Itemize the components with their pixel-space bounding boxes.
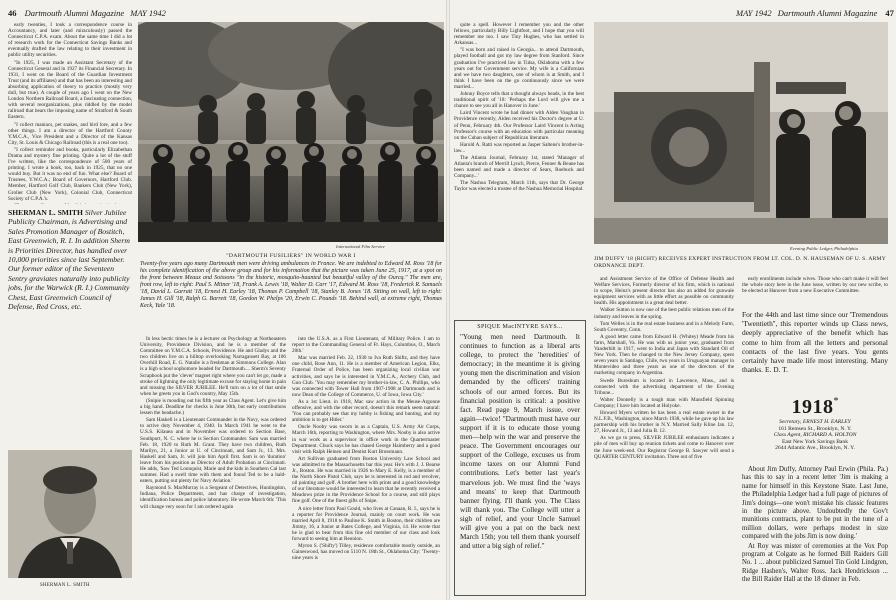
paragraph: In less hectic times he is a lecturer on Psychology at Northeastern University, Providence Division, and he is a member of the Committee on Y.M.C.A. Schools, Providence. He and Gladys and the two children live on a hilltop overlooking Narragansett Bay, at 106 Overhill Road, E. G. Natalie is a freshman at Simmons College. Alan is a high school sophomore headed for Dartmouth.... Sherm's Seventy Scrapbook put the 'clever' magnet right where you can't let go, made a stroke of lightning the only legitimate excuse for staying home in pain and missing the SILVER JUBILEE. He'll turn on a lot of that smile when he greets you in God's country, May 15th. bbox=[140, 336, 286, 397]
left-magazine-name: Dartmouth Alumni Magazine bbox=[24, 8, 125, 18]
right-issue-date: MAY 1942 bbox=[736, 8, 772, 18]
paragraph: Laird Vincent wrote he had dinner with Alden Vaughan in Providence recently, Alden received his Doctor's degree at U. of Penn, February 4th. Our Professor Laird Vincent is Acting Professor's course with an education with particular meaning on the Cuban subject of Republican literature. bbox=[454, 110, 584, 141]
class-secretary: Secretary, ERNEST H. EARLEY bbox=[779, 419, 851, 425]
sherman-text: Silver Jubilee Publicity Chairman, is Advertising and Sales Promotion Manager of Bostitch, East Greenwich, R. I. In addition Sherm is Priorities Director, has handled over 10,000 priorities since last September. Our former editor of the Seventeen Sentry graviates naturally into publicity jobs, for the Warwick (R. I.) Community Chest, East Greenwich Council of Defense, Red Cross, etc. bbox=[8, 208, 130, 312]
paragraph: Mac was married Feb. 22, 1930 to Iva Ruth Shiftz, and they have one child, Rose Ann, 11. He is a member of American Legion, Elks, Fraternal Order of Police, has been organizing local civilian war activities, and says he is interested in Y.M.C.A., Archery Club, and Gun Club. 'You may remember my brother-in-law, C. A. Phillips, who was connected with Tower Hall from 1907-1908 at Dartmouth and is now Dean of the College of Commerce, U. of Iowa, Iowa City.' bbox=[292, 355, 440, 398]
left-page-number: 46 bbox=[8, 8, 17, 18]
right-page-header bbox=[736, 8, 894, 18]
paragraph: "I was born and raised in Georgia... to attend Dartmouth, played football and got my law degree from Stanford. Since graduation I've practiced law in Tulsa, Oklahoma with a few years out for Government service. My wife is a Californian and we have two daughters, one of whom is at Smith, and I think I have been on the go continuously since we were married... bbox=[454, 47, 584, 90]
paragraph: Johnny Boyce tells that a thought always heads, in the best traditional spirit of '18: 'Perhaps the Lord will give me a chance to see you all in Hanover in June.' bbox=[454, 91, 584, 110]
spique-text: "Young men need Dartmouth. It continues to function as a liberal arts college, to protect the 'heredities' of democracy; in the meantime it is giving young men the discrimination and vision demanded by the officers' training schools of our armed forces. But its financial position is critical: a positive fact. Read page 9, March issue, over again—twice! "Dartmouth must have our support if it is to educate those young men—help win the war and preserve the peace. The Government encourages our support of the College, excuses us from income taxes on our Alumni Fund contributions. Let's better last year's marvelous job. We must find the 'ways and means' to keep that Dartmouth banner flying. I'll thank you. The Class will thank you. The College will utter a sigh of relief, and your Uncle Samuel will give you a pat on the back next March 15th; you tell them thank yourself and utter a big sigh of relief." bbox=[460, 333, 580, 551]
caption-body: Twenty-five years ago many Dartmouth men were driving ambulances in France. We are indebted to Edward M. Ross '18 for his complete identification of the above group and for his information that the picture was taken June 25, 1917, at a spot on the front between Meaux and Soissons "in the historic, mosquito-haunted but beautiful valley of the Ourcq." The men are, front row, left to right: Paul S. Mitner '18, Frank A. Lewis '18, Walter D. Carr '17, Edward M. Ross '18, Frederick R. Samuels '18, David L. Garratt '18, Ernest H. Earley '18, Thomas P. Campbell '18, Stanley B. Jones '18. Sitting on wall, left to right: James H. Gill '18, Ralph G. Barrett '18, Gordon W. Phelps '20, Erwin C. Pounds '18. Behind wall, at extreme right, Thomas Keck, Yale '18. bbox=[140, 261, 442, 309]
paragraph: Howard Myers written he has been a real estate owner in the N.L.F.B., Washington, since March 1938, while he gave up his law partnership with his brother in N.Y. Married Sally Kline Jan. 12, 27, Howard Jr., 13 and Julia B. 12. bbox=[594, 409, 734, 435]
paragraph: As a 1st Lieut. in 1918, Mac saw action in the Meuse-Argonne offensive, and with the other record, doesn't this remark seem natural: 'You can probably see that my hobby is fishing and hunting, and my ambition is to get Hitler.' bbox=[292, 398, 440, 424]
class-agent: Class Agent, RICHARD A. HOLTON bbox=[773, 432, 857, 439]
ambulance-group-photo bbox=[138, 22, 444, 242]
paragraph: A good letter came from Edward H. (Whitey) Meade from his farm, Marshall, Va. He was with us junior year, graduated from Vanderbilt in 1917, went to India and Japan with Standard Oil of New York. Then he changed to the New Jersey Company, spent seven years in Santiago, Chile, two years in Uruguayan manager in Montevideo and three years as one of the directors of the marketing company in Argentina. bbox=[594, 333, 734, 377]
paragraph: into the U.S.A. as a First Lieutenant, of Military Police. I am to report to the Commanding General of Ft. Hays, Columbus, O., March 20th.' bbox=[292, 336, 440, 355]
jim-duffy-photo bbox=[594, 22, 888, 244]
paragraph: and Assistment Service of the Office of Defense Health and Welfare Services, Formerly director of his firm, which is national in scope, Heinz's present director has also an added for gunwale equipment services with as little effort as possible on community health. His appointment is a great deal better. bbox=[594, 276, 734, 307]
jim-duffy-caption: JIM DUFFY '18 (RIGHT) RECEIVES EXPERT INSTRUCTION FROM LT. COL. D. N. HAUSEMAN OF U. S. ARMY ORDNANCE DEPT. bbox=[594, 256, 886, 269]
photo-illustration bbox=[594, 22, 888, 244]
sherman-name: SHERMAN L. SMITH bbox=[8, 208, 83, 217]
spique-macintyre-box bbox=[454, 320, 586, 596]
right-magazine-name: Dartmouth Alumni Magazine bbox=[777, 8, 878, 18]
sherman-smith-portrait bbox=[8, 450, 132, 578]
paragraph: quite a spell. However I remember you and the other fellows, particularly Billy Lightfoot, and I hope that you will remember me too. I saw Tiny Hughes, who has settled in Arkansas... bbox=[454, 22, 584, 47]
left-page-header bbox=[8, 8, 166, 18]
paragraph: The Atlanta Journal, February 1st, stated 'Manager of Atlanta's branch of Merrill Lynch, Pierce, Fenner & Beane has been named and made a director of Sears, Roebuck and Company...' bbox=[454, 154, 584, 180]
portrait-illustration bbox=[8, 450, 132, 578]
right-column-3-bottom bbox=[742, 466, 888, 594]
photo-illustration bbox=[138, 22, 444, 242]
class-agent-line1: East New York Savings Bank bbox=[781, 438, 849, 445]
paragraph: "I collect reminder and books, particularly Elizabethan Drama and mystery fine printing. Quite a lot of the stuff I've written, like the correspondence of 500 years of printing. I wrote a book, too, back in 1925, that no one would buy. But it was no end of fun. What else? Board of Trustees, Y.W.C.A.; Board of Governors, Hartford Club. Member, Hartford Golf Club, Bankers Club (New York), Grolier Club (New York), Colonial Club, Connecticut Society of C.P.A.'s. bbox=[8, 146, 132, 202]
left-column-2 bbox=[140, 336, 286, 592]
photo-credit: International Film Service bbox=[336, 244, 385, 249]
paragraph: (Snipie is mouding out his fifth year as Class Agent. Let's give him a big hand. Deadline for checks is June 30th, but early contributions lessen the headache.) bbox=[140, 397, 286, 417]
paragraph: Art Sullivan graduated from Boston University Law School and was admitted to the Massachusetts bar this year. He's with J. J. Bearse Jr., Boston. He was married in 1926 to Mary E. Kelly, is a member of the North Shore Pistol Club, says he is interested in rod and revolver, oil painting and golf. A brother here with prints and a good knowledge of our literature would be interested to learn that he recently received a Meadows prize in the Providence School for a course, and still plays fine golf. One of the finest gifts of Snipe. bbox=[292, 455, 440, 505]
right-column-2 bbox=[594, 276, 734, 592]
paragraph bbox=[8, 203, 132, 204]
paragraph: Tom Welles is in the real estate business and in a Melody Farm, South Coventry, Conn. bbox=[594, 320, 734, 333]
paragraph: Swede Bureshum is located in Lawrence, Mass., and is connected with the advertising department of the Evening Tribune... bbox=[594, 377, 734, 396]
caption-title: "DARTMOUTH FUSILIERS" IN WORLD WAR I bbox=[226, 253, 356, 259]
right-photo-credit: Evening Public Ledger, Philadelphia bbox=[790, 246, 858, 251]
paragraph: early enrollments include wives. Those who can't make it will feel the whole story here in the June issue, written by our new scribe, to be elected at Hanover from a new Executive Committee. bbox=[742, 276, 888, 295]
paragraph: Walter Donnelly is a tough man with Mansfield Spinning Company; I have him located at Holyoke. bbox=[594, 396, 734, 409]
paragraph: The Nashua Telegram, March 11th, says that Dr. George Taylor was elected a trustee of the Nashua Memorial Hospital. bbox=[454, 180, 584, 193]
spique-title: SPIQUE MacINTYRE SAYS... bbox=[477, 324, 563, 330]
paragraph: Raymond S. MacMurray is a Sergeant of Detectives, Huntingdon, Indiana, Police Department, and has charge of investigation, identification bureau and police laboratory. He wrote March 6th: 'This will change very soon for I am ordered again bbox=[140, 485, 286, 510]
paragraph: Harold A. Ratti was reported as Jasper Saltens's brother-in-law... bbox=[454, 141, 584, 154]
paragraph: About Jim Duffy, Attorney Paul Erwin (Phila. Pa.) has this to say in a recent letter 'Jim is making a name for himself in this Keystone State. Last June, the Philadelphia Ledger had a full page of pictures of Jim's doings—one won't mistake his classic features in the picture above. Undoubtedly the Gov't munitions contracts, plant to be put in the tune of a million dollars, were perhaps modest in size compared with the jobs Jim is now doing.' bbox=[742, 466, 888, 541]
paragraph: At Roy was mister of ceremonies at the Vox Pop program at Colgate as he formed Bill Raiders Gill No. 1 ... about publicized Samuel Tin Gold Lindgren, Ridge Hashen's, Walter Ross. Jack Hendrickson ... the Bill Raider Hall at the 18 dinner in Feb. bbox=[742, 542, 888, 584]
right-page-number: 47 bbox=[885, 8, 894, 18]
paragraph: Oncle Nooby was sworn in as a Captain, U.S. Army Air Corps, March 16th, reporting to Washington, where Mrs. Nooby is also active in war work as a supervisor in office work in the Quartermaster Department. Chuck says he has chased George Haimberry and a good visit with Ralph Heinen and Dentist Kurt Brossmann. bbox=[292, 424, 440, 455]
left-column-3 bbox=[292, 336, 440, 592]
class-agent-line2: 2644 Atlantic Ave., Brooklyn, N. Y. bbox=[775, 445, 855, 452]
final-note: For the 44th and last time since our 'Tremendous 'Twentieth'', this reporter winds up Class news, deeply appreciative of the benefit which has come to him from all the letters and personal contacts of the last five years. You gents certainly have made life most interesting. Many thanks. E. D. T. bbox=[742, 310, 888, 375]
paragraph: "In 1925, I was made an Assistant Secretary of the Connecticut General and in 1927 its Financial Secretary. In 1931, I went on the Board of the Guardian Investment Trust (and its affiliates) and that has been an interesting and absorbing application of theory to practice (mostly very dull, but true). A couple of years ago I went on the New London Northern Railroad Board, a fascinating connection, with several reorganizations, plus riddled by the model railroad that bears the imposing name of Stratford & South Eastern. bbox=[8, 59, 132, 121]
paragraph: Myron S. ('Shifty') Tilley, residence comfortable mostly outside, an Gaineswood, has moved on 5110 N. 18th St., Oklahoma City: 'Twenty-nine years is bbox=[292, 543, 440, 562]
photo-caption bbox=[140, 253, 442, 310]
class-1918-block bbox=[742, 396, 888, 452]
paragraph: "I collect maniacs, pet snakes, and bird lore, and a few other things. I am a director of the Hartford County Y.M.C.A., Vice President and a Director of the Kansas City, St. Louis & Chicago Railroad (this is a real one too). bbox=[8, 121, 132, 146]
sherman-smith-box bbox=[8, 208, 132, 328]
paragraph: Walker Sutton is now one of the best public relations men of the industry and leaves in the spring. bbox=[594, 307, 734, 320]
paragraph: A nice letter from Paul Gould, who lives at Canaan, R. I., says he is a reporter for Providence Journal, mainly on court work. He was married April 8, 1918 to Pauline K. Smith in Boston, their children are Jimmy, 16, a Junior at Bates College, and Virginia, 14. He wrote that he is glad to hear from this fine old member of our class and look forward to seeing him at Reunion. bbox=[292, 505, 440, 542]
class-year-star: * bbox=[833, 396, 839, 407]
paragraph: As we go to press, SILVER JUBILEE enthusiasm indicates a pile of men will buy up reunion tickets and come to Hanover over the June week-end. Our Registrar George B. Sawyer will send a QUARTER CENTURY invitation. Three out of five bbox=[594, 435, 734, 460]
left-column-1 bbox=[8, 22, 132, 204]
right-column-1 bbox=[454, 22, 584, 314]
page-gutter bbox=[446, 0, 450, 600]
class-secretary-address: 161 Remsen St., Brooklyn, N. Y. bbox=[778, 425, 852, 432]
portrait-caption: SHERMAN L. SMITH bbox=[40, 583, 90, 588]
right-column-3-top bbox=[742, 276, 888, 306]
paragraph: early twenties, I took a correspondence course in Accountancy, and later (and miraculously) passed the Connecticut C.P.A. exam. About the same time I did a lot of research work for the Connecticut Savings Banks and eventually drafted the law relating to their investment in public utility securities. bbox=[8, 22, 132, 59]
class-year: 1918 bbox=[791, 396, 834, 418]
left-issue-date: MAY 1942 bbox=[130, 8, 166, 18]
paragraph: Sam Haskell is a Lieutenant Commander in the Navy, was ordered to active duty November 4, 1940. In March 1941 he went to the U.S.S. Kilauea and in November was ordered to Section Base, Southport, N. C. where he is Section Commander. Sam was married Feb. 18, 1920 to Ruth M. Grant. They have two children, Ruth Marilyn, 21, a Junior at U. of Cincinnati, and Sam Jr., 13. Mrs. Haskell and Sam, Jr. will join him April first. Sam is on 'duration' leave from his position as Director of Adult Probation at Cincinnati. He adds, 'Saw Ted Lonnquist, Marie and the kids in Southern Cal last summer. Had a swell time with them and found Ted to be a bald-eaters, putting out plenty for Navy Aviation.' bbox=[140, 417, 286, 485]
